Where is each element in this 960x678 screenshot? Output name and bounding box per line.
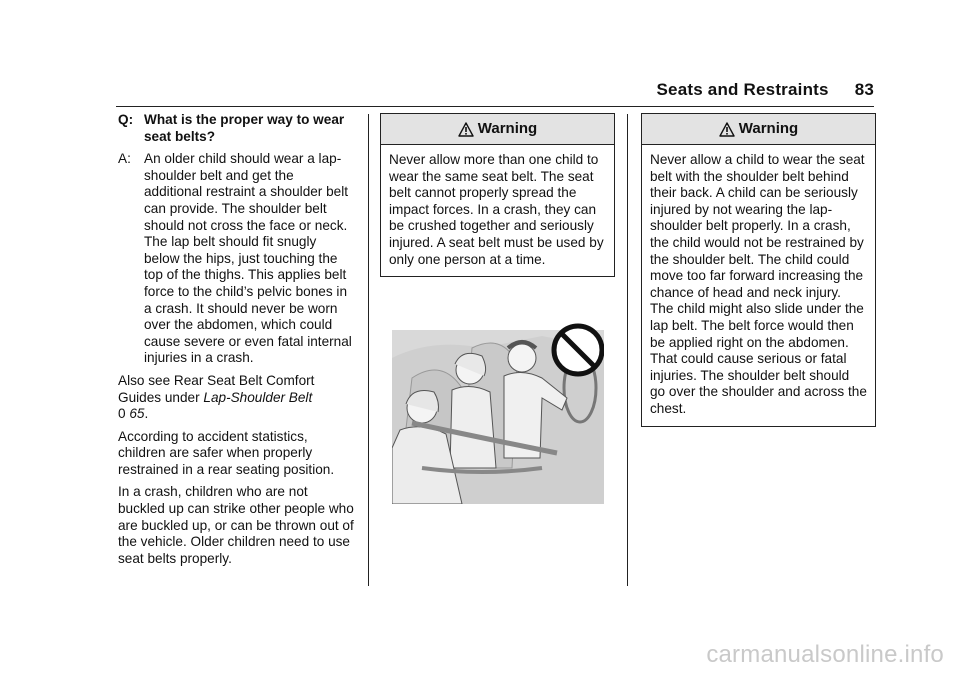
also-see-paragraph — [118, 373, 354, 423]
watermark: carmanualsonline.info — [706, 641, 944, 669]
page-ref-link[interactable]: 65 — [129, 406, 145, 422]
warning-header — [381, 114, 614, 145]
section-title: Seats and Restraints — [656, 80, 829, 99]
warning-text: Never allow a child to wear the seat belt with the shoulder belt behind their back. A child can be seriously injured by not wearing the lap-shoulder belt properly. In a crash, the child would not be restrained by the shoulder belt. The child could move too far forward increasing the chance of head and neck injury. The child might also slide under the lap belt. The belt force would then be applied right on the abdomen. That could cause serious or fatal injuries. The shoulder belt should go over the shoulder and across the chest. — [650, 152, 867, 416]
column-divider-1 — [368, 114, 369, 586]
column-divider-2 — [627, 114, 628, 586]
children-sharing-seatbelt-illustration — [392, 318, 604, 504]
question-block — [118, 112, 354, 145]
also-see-prefix: Also see Rear Seat Belt Comfort Guides under — [118, 372, 315, 405]
prohibition-icon — [554, 326, 602, 374]
lap-shoulder-belt-link[interactable]: Lap-Shoulder Belt — [203, 389, 313, 405]
warning-triangle-icon — [719, 122, 735, 137]
warning-box-belt-behind-back — [641, 113, 876, 427]
also-see-end: . — [144, 406, 149, 422]
page-number: 83 — [854, 80, 874, 99]
header-rule — [116, 106, 874, 107]
question-text: What is the proper way to wear seat belts? — [144, 112, 345, 144]
crash-paragraph: In a crash, children who are not buckled up can strike other people who are buckled up, or can be thrown out of the vehicle. Older children need to use seat belts properly. — [118, 484, 354, 566]
question-tag: Q: — [118, 112, 134, 127]
warning-title: Warning — [738, 119, 799, 137]
warning-text: Never allow more than one child to wear the same seat belt. The seat belt cannot properly spread the impact forces. In a crash, they can be crushed together and seriously injured. A seat belt must be used by only one person at a time. — [389, 152, 604, 267]
page-header — [657, 82, 875, 99]
warning-triangle-icon — [458, 122, 474, 137]
page-ref-icon: 0 — [118, 406, 126, 422]
answer-block — [118, 151, 354, 367]
statistics-paragraph: According to accident statistics, children are safer when properly restrained in a rear seating position. — [118, 428, 335, 477]
warning-box-one-child — [380, 113, 615, 277]
column-left — [118, 112, 354, 573]
warning-title: Warning — [477, 119, 538, 137]
answer-tag: A: — [118, 151, 131, 167]
warning-header — [642, 114, 875, 145]
answer-text: An older child should wear a lap-shoulder belt and get the additional restraint a shoulder belt can provide. The shoulder belt should not cross the face or neck. The lap belt should fit snugly below the hips, just touching the top of the thighs. This applies belt force to the child’s pelvic bones in a crash. It should never be worn over the abdomen, which could cause severe or even fatal internal injuries in a crash. — [144, 151, 352, 366]
